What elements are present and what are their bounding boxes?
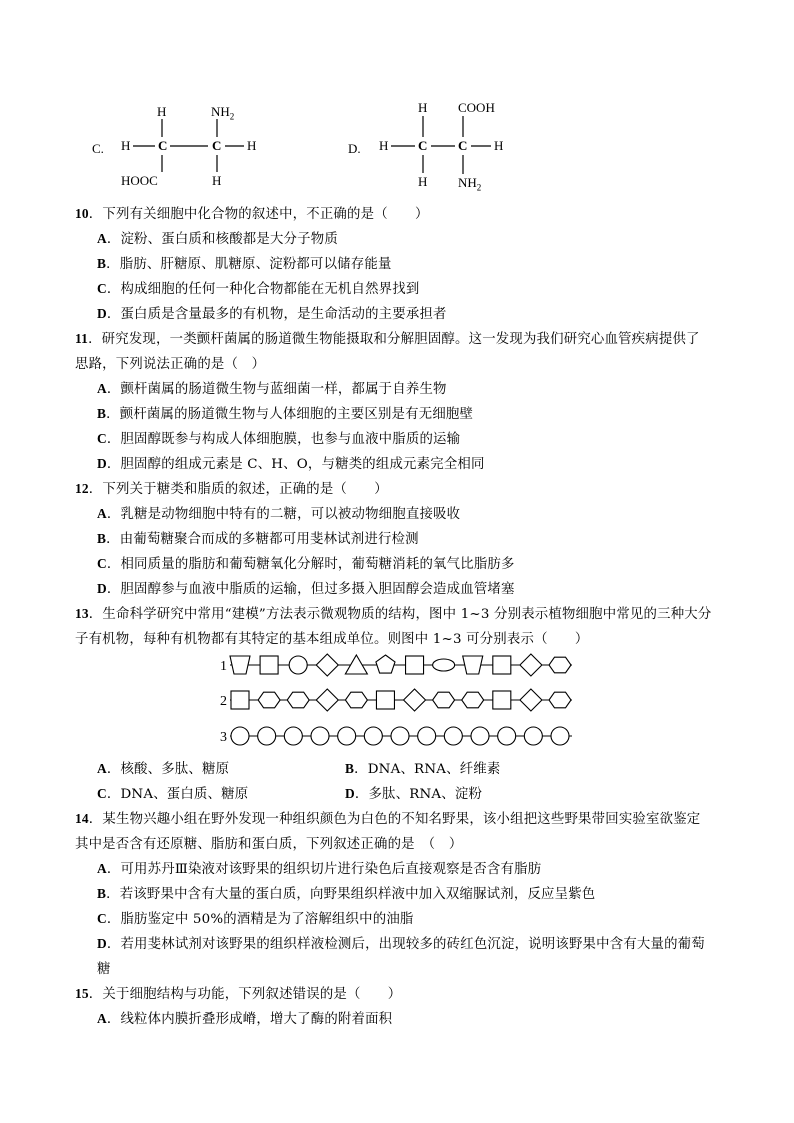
- structure-d-nh2: $NH_2$: [458, 175, 482, 193]
- structure-c-bottom-h: H: [212, 173, 222, 188]
- monomer-circle: [338, 727, 356, 745]
- structure-c-right-h: H: [247, 138, 257, 153]
- monomer-circle: [498, 727, 516, 745]
- monomer-square: [493, 691, 511, 709]
- monomer-hexagon: [549, 657, 571, 673]
- structure-c-left-h: H: [121, 138, 131, 153]
- structure-c-carbon-1: C: [158, 138, 168, 153]
- option-b: B．颤杆菌属的肠道微生物与人体细胞的主要区别是有无细胞壁: [97, 406, 474, 422]
- monomer-circle: [444, 727, 462, 745]
- chain-label-3: 3: [220, 730, 227, 745]
- monomer-circle: [391, 727, 409, 745]
- structure-d-carbon-2: C: [458, 138, 468, 153]
- question-stem: 12．下列关于糖类和脂质的叙述，正确的是（ ）: [75, 481, 388, 497]
- question-stem: 15．关于细胞结构与功能，下列叙述错误的是（ ）: [75, 986, 402, 1002]
- option-d: D．多肽、RNA、淀粉: [345, 786, 483, 802]
- option-b: B．由葡萄糖聚合而成的多糖都可用斐林试剂进行检测: [97, 531, 419, 547]
- monomer-circle: [551, 727, 569, 745]
- structure-c-label: C.: [92, 141, 104, 156]
- option-b: B．脂肪、肝糖原、肌糖原、淀粉都可以储存能量: [97, 256, 392, 272]
- chain-label-1: 1: [220, 659, 227, 674]
- monomer-circle: [311, 727, 329, 745]
- monomer-hexagon: [433, 692, 455, 708]
- structure-d-top-h: H: [418, 100, 428, 115]
- monomer-circle: [231, 727, 249, 745]
- option-a: A．颤杆菌属的肠道微生物与蓝细菌一样，都属于自养生物: [97, 381, 447, 397]
- option-a: A．乳糖是动物细胞中特有的二糖，可以被动物细胞直接吸收: [97, 506, 461, 522]
- monomer-circle: [364, 727, 382, 745]
- question-stem: 10．下列有关细胞中化合物的叙述中，不正确的是（ ）: [75, 206, 429, 222]
- monomer-circle: [471, 727, 489, 745]
- structure-d-label: D.: [348, 141, 361, 156]
- option-b: B．若该野果中含有大量的蛋白质，向野果组织样液中加入双缩脲试剂，反应呈紫色: [97, 886, 596, 902]
- option-a: A．线粒体内膜折叠形成嵴，增大了酶的附着面积: [97, 1011, 393, 1027]
- option-a: A．核酸、多肽、糖原: [97, 761, 230, 777]
- option-b: B．DNA、RNA、纤维素: [345, 761, 501, 777]
- monomer-square: [406, 656, 424, 674]
- option-d: D．胆固醇参与血液中脂质的运输，但过多摄入胆固醇会造成血管堵塞: [97, 581, 515, 597]
- monomer-oval: [433, 659, 455, 671]
- monomer-diamond: [316, 689, 338, 711]
- monomer-hexagon: [462, 692, 484, 708]
- question-stem: 14．某生物兴趣小组在野外发现一种组织颜色为白色的不知名野果，该小组把这些野果带回实验室欲鉴定: [75, 811, 701, 827]
- question-stem-cont: 思路，下列说法正确的是（ ）: [75, 357, 266, 372]
- monomer-square: [260, 656, 278, 674]
- monomer-hexagon: [549, 692, 571, 708]
- monomer-trapezoid: [230, 656, 250, 674]
- option-c: C．脂肪鉴定中 50%的酒精是为了溶解组织中的油脂: [97, 911, 414, 927]
- monomer-diamond: [520, 654, 542, 676]
- monomer-trapezoid: [463, 656, 483, 674]
- monomer-hexagon: [287, 692, 309, 708]
- structure-d-right-h: H: [494, 138, 504, 153]
- monomer-pentagon: [376, 655, 395, 673]
- monomer-hexagon: [258, 692, 280, 708]
- option-d: D．蛋白质是含量最多的有机物，是生命活动的主要承担者: [97, 306, 447, 322]
- structure-d-cooh: COOH: [458, 100, 495, 115]
- monomer-circle: [524, 727, 542, 745]
- option-d: D．胆固醇的组成元素是 C、H、O，与糖类的组成元素完全相同: [97, 456, 485, 472]
- monomer-circle: [289, 656, 307, 674]
- structure-c-nh2: $NH_2$: [211, 104, 235, 122]
- monomer-circle: [284, 727, 302, 745]
- structure-d-carbon-1: C: [418, 138, 428, 153]
- structure-c-top-h: H: [157, 104, 167, 119]
- monomer-diamond: [316, 654, 338, 676]
- option-c: C．DNA、蛋白质、糖原: [97, 786, 249, 802]
- monomer-circle: [418, 727, 436, 745]
- monomer-circle: [258, 727, 276, 745]
- structure-d-left-h: H: [379, 138, 389, 153]
- option-d: D．若用斐林试剂对该野果的组织样液检测后，出现较多的砖红色沉淀，说明该野果中含有大量的葡萄: [97, 936, 705, 952]
- structure-d-bonds: [300, 0, 560, 200]
- monomer-diamond: [404, 689, 426, 711]
- option-c: C．胆固醇既参与构成人体细胞膜，也参与血液中脂质的运输: [97, 431, 461, 447]
- structure-c-carbon-2: C: [212, 138, 222, 153]
- monomer-square: [231, 691, 249, 709]
- macromolecule-diagram: [210, 650, 590, 750]
- chain-label-2: 2: [220, 694, 227, 709]
- monomer-diamond: [520, 689, 542, 711]
- option-c: C．构成细胞的任何一种化合物都能在无机自然界找到: [97, 281, 420, 297]
- monomer-square: [376, 691, 394, 709]
- option-c: C．相同质量的脂肪和葡萄糖氧化分解时，葡萄糖消耗的氧气比脂肪多: [97, 556, 515, 572]
- option-d-cont: 糖: [97, 962, 111, 977]
- structure-c-hooc: HOOC: [121, 173, 158, 188]
- question-stem-cont: 子有机物，每种有机物都有其特定的基本组成单位。则图中 1~3 可分别表示（ ）: [75, 632, 589, 647]
- structure-d-bottom-h: H: [418, 174, 428, 189]
- question-stem-cont: 其中是否含有还原糖、脂肪和蛋白质，下列叙述正确的是 （ ）: [75, 837, 463, 852]
- question-stem: 13．生命科学研究中常用“建模”方法表示微观物质的结构，图中 1~3 分别表示植物细胞中常见的三种大分: [75, 606, 712, 622]
- option-a: A．淀粉、蛋白质和核酸都是大分子物质: [97, 231, 338, 247]
- monomer-hexagon: [345, 692, 367, 708]
- monomer-square: [493, 656, 511, 674]
- option-a: A．可用苏丹Ⅲ染液对该野果的组织切片进行染色后直接观察是否含有脂肪: [97, 861, 542, 877]
- question-stem: 11．研究发现，一类颤杆菌属的肠道微生物能摄取和分解胆固醇。这一发现为我们研究心血管疾病提供了: [75, 331, 700, 347]
- structure-c-bonds: [0, 0, 300, 200]
